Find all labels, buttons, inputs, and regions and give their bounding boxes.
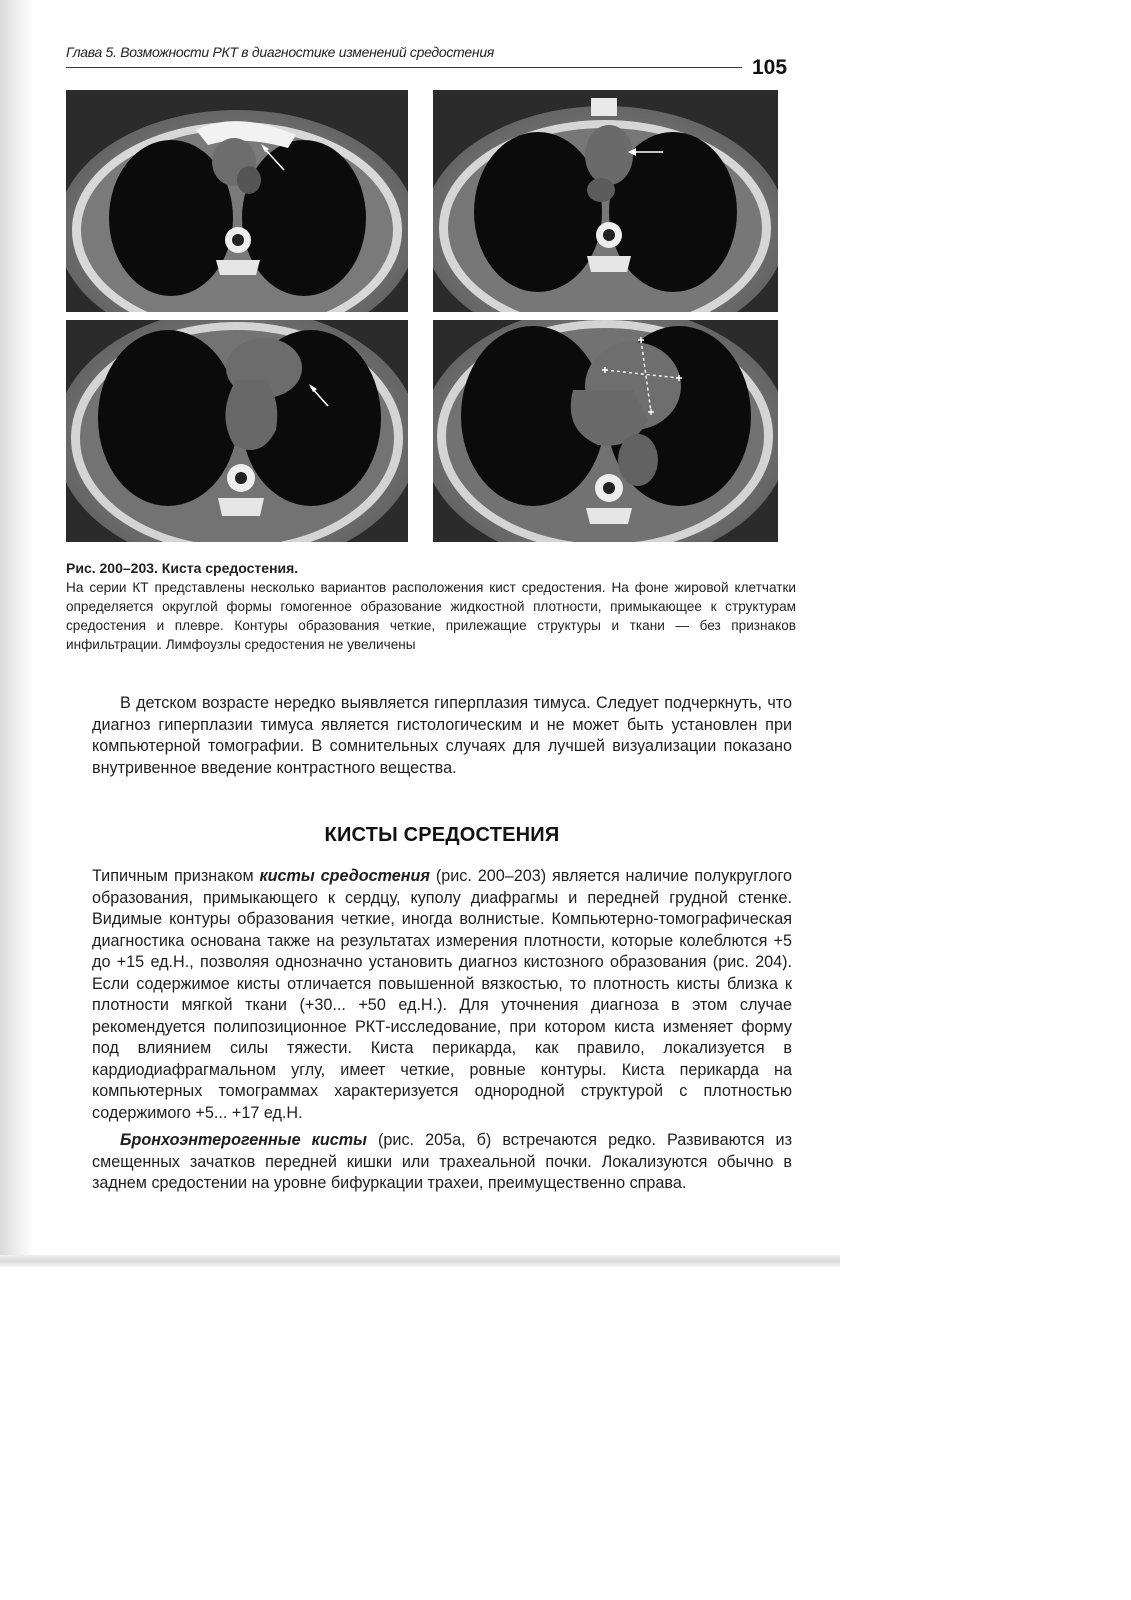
page-number: 105	[752, 56, 788, 79]
ct-image-bottom-right	[433, 320, 778, 542]
ct-panel-bottom-right	[433, 320, 778, 542]
running-header: Глава 5. Возможности РКТ в диагностике изменений средостения	[66, 44, 494, 60]
section-heading: КИСТЫ СРЕДОСТЕНИЯ	[324, 824, 560, 846]
p1-lead: Типичным признаком	[92, 867, 260, 885]
section-paragraph-2	[92, 1130, 792, 1195]
ct-image-bottom-left	[66, 320, 408, 542]
ct-panel-top-left	[66, 90, 408, 312]
intro-paragraph: В детском возрасте нередко выявляется гиперплазия тимуса. Следует подчеркнуть, что диагноз гиперплазии тимуса является гистологическим и не может быть установлен при компьютерной томографии. В сомнительных случаях для лучшей визуализации показано внутривенное введение контрастного вещества.	[92, 694, 792, 777]
ct-image-top-left	[66, 90, 408, 312]
header-rule	[66, 67, 742, 68]
caption-title: Рис. 200–203. Киста средостения.	[66, 560, 299, 576]
p2-body: (рис. 205а, б) встречаются редко. Развиваются из смещенных зачатков передней кишки или трахеальной почки. Локализуются обычно в заднем средостении на уровне бифуркации трахеи, преимущественно справа.	[92, 1131, 792, 1192]
ct-image-top-right	[433, 90, 778, 312]
ct-panel-bottom-left	[66, 320, 408, 542]
term-mediastinal-cyst: кисты средостения	[259, 867, 430, 885]
caption-text: На серии КТ представлены несколько вариантов расположения кист средостения. На фоне жировой клетчатки определяется округлой формы гомогенное образование жидкостной плотности, примыкающее к структурам средостения и плевре. Контуры образования четкие, прилежащие структуры и ткани — без признаков инфильтрации. Лимфоузлы средостения не увеличены	[66, 580, 796, 652]
section-paragraph-1	[92, 866, 792, 1124]
figure-caption	[66, 559, 796, 654]
term-bronchoenterogenic-cysts: Бронхоэнтерогенные кисты	[120, 1131, 367, 1149]
p1-body: (рис. 200–203) является наличие полукруглого образования, примыкающего к сердцу, куполу диафрагмы и передней грудной стенке. Видимые контуры образования четкие, иногда волнистые. Компьютерно-томографическая диагностика основана также на результатах измерения плотности, которые колеблются +5 до +15 ед.Н., позволяя однозначно установить диагноз кистозного образования (рис. 204). Если содержимое кисты отличается повышенной вязкостью, то плотность кисты близка к плотности мягкой ткани (+30... +50 ед.Н.). Для уточнения диагноза в этом случае рекомендуется полипозиционное РКТ-исследование, при котором киста изменяет форму под влиянием силы тяжести. Киста перикарда, как правило, локализуется в кардиодиафрагмальном углу, имеет четкие, ровные контуры. Киста перикарда на компьютерных томограммах характеризуется однородной структурой с плотностью содержимого +5... +17 ед.Н.	[92, 867, 792, 1122]
ct-panel-top-right	[433, 90, 778, 312]
